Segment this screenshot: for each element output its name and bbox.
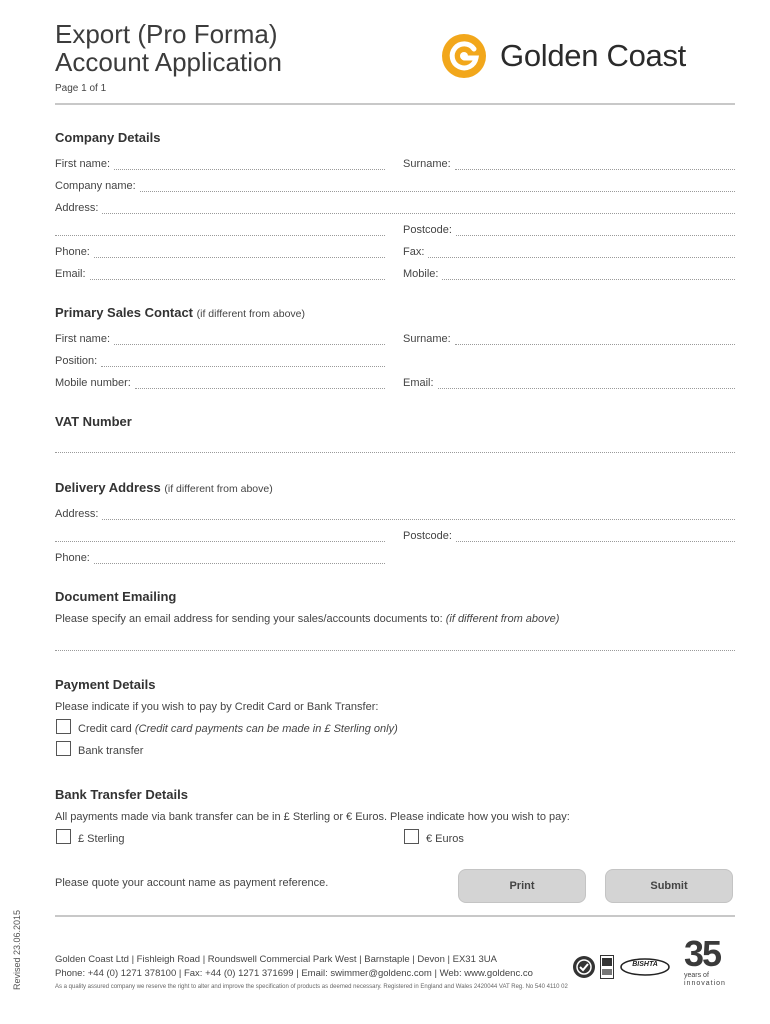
phone-label: Phone: bbox=[55, 246, 90, 258]
company-postcode-field[interactable] bbox=[403, 220, 735, 236]
bishta-text: BISHTA bbox=[632, 961, 658, 968]
position-label: Position: bbox=[55, 355, 98, 367]
payment-details-heading: Payment Details bbox=[55, 677, 156, 692]
print-button[interactable]: Print bbox=[458, 869, 586, 903]
bank-transfer-details-heading: Bank Transfer Details bbox=[55, 787, 188, 802]
delivery-address-heading bbox=[55, 480, 273, 495]
anniversary-years-of: years of bbox=[684, 972, 709, 979]
email-label: Email: bbox=[55, 268, 86, 280]
bank-transfer-checkbox[interactable] bbox=[56, 741, 71, 756]
primary-position-field[interactable] bbox=[55, 351, 385, 367]
first-name-label: First name: bbox=[55, 158, 111, 170]
postcode-label: Postcode: bbox=[403, 224, 452, 236]
company-address-field[interactable] bbox=[55, 198, 735, 214]
company-surname-field[interactable] bbox=[403, 154, 735, 170]
company-name-field[interactable] bbox=[55, 176, 735, 192]
postcode-line[interactable] bbox=[456, 224, 735, 236]
certification-mark-icon bbox=[600, 955, 614, 979]
delivery-heading-note: (if different from above) bbox=[164, 483, 273, 495]
surname-line[interactable] bbox=[455, 158, 735, 170]
company-mobile-field[interactable] bbox=[403, 264, 735, 280]
credit-card-note: (Credit card payments can be made in £ Sterling only) bbox=[134, 723, 398, 735]
company-email-field[interactable] bbox=[55, 264, 385, 280]
vat-number-line[interactable] bbox=[55, 441, 735, 453]
footer-contact: Phone: +44 (0) 1271 378100 | Fax: +44 (0) 1271 371699 | Email: swimmer@goldenc.com | Web: www.goldenc.co bbox=[55, 968, 533, 979]
mobile-number-label: Mobile number: bbox=[55, 377, 131, 389]
sterling-checkbox[interactable] bbox=[56, 829, 71, 844]
primary-email-field[interactable] bbox=[403, 373, 735, 389]
anniversary-innovation: innovation bbox=[684, 980, 726, 987]
primary-heading-text: Primary Sales Contact bbox=[55, 305, 194, 320]
position-line[interactable] bbox=[101, 355, 385, 367]
thirty-five-years-badge bbox=[684, 933, 736, 992]
document-email-field[interactable] bbox=[55, 635, 735, 651]
bank-transfer-instruction: All payments made via bank transfer can be in £ Sterling or € Euros. Please indicate how you wish to pay: bbox=[55, 811, 570, 823]
document-email-line[interactable] bbox=[55, 639, 735, 651]
sterling-label: £ Sterling bbox=[78, 833, 125, 845]
header-divider bbox=[55, 103, 735, 105]
company-first-name-field[interactable] bbox=[55, 154, 385, 170]
primary-first-name-field[interactable] bbox=[55, 329, 385, 345]
title-line-2: Account Application bbox=[55, 47, 282, 77]
anniversary-number: 35 bbox=[684, 933, 721, 974]
postcode-label: Postcode: bbox=[403, 530, 452, 542]
delivery-address-line-2[interactable] bbox=[55, 526, 385, 542]
footer-address: Golden Coast Ltd | Fishleigh Road | Roundswell Commercial Park West | Barnstaple | Devon | EX31 3UA bbox=[55, 954, 497, 965]
first-name-line[interactable] bbox=[114, 158, 385, 170]
company-address-line-2[interactable] bbox=[55, 220, 385, 236]
primary-surname-field[interactable] bbox=[403, 329, 735, 345]
page-number: Page 1 of 1 bbox=[55, 83, 107, 94]
footer-divider bbox=[55, 915, 735, 917]
company-name-line[interactable] bbox=[140, 180, 735, 192]
phone-label: Phone: bbox=[55, 552, 90, 564]
vat-number-heading: VAT Number bbox=[55, 414, 132, 429]
euros-checkbox[interactable] bbox=[404, 829, 419, 844]
euros-label: € Euros bbox=[426, 833, 464, 845]
delivery-heading-text: Delivery Address bbox=[55, 480, 161, 495]
payment-reference-note: Please quote your account name as payment reference. bbox=[55, 877, 329, 889]
bank-transfer-label: Bank transfer bbox=[78, 745, 144, 757]
surname-line[interactable] bbox=[455, 333, 735, 345]
postcode-line[interactable] bbox=[456, 530, 735, 542]
submit-button[interactable]: Submit bbox=[605, 869, 733, 903]
document-emailing-heading: Document Emailing bbox=[55, 589, 177, 604]
fax-label: Fax: bbox=[403, 246, 425, 258]
address-line-2[interactable] bbox=[55, 530, 385, 542]
address-label: Address: bbox=[55, 202, 99, 214]
emailing-note: (if different from above) bbox=[445, 613, 560, 625]
company-details-heading: Company Details bbox=[55, 130, 161, 145]
primary-heading-note: (if different from above) bbox=[196, 308, 305, 320]
emailing-text: Please specify an email address for sending your sales/accounts documents to: bbox=[55, 613, 443, 625]
revised-date: Revised 23.06.2015 bbox=[12, 909, 23, 991]
payment-instruction: Please indicate if you wish to pay by Credit Card or Bank Transfer: bbox=[55, 701, 379, 713]
email-line[interactable] bbox=[438, 377, 735, 389]
email-label: Email: bbox=[403, 377, 434, 389]
golden-coast-g-icon bbox=[440, 32, 488, 80]
vat-number-field[interactable] bbox=[55, 437, 735, 453]
primary-sales-contact-heading bbox=[55, 305, 305, 320]
phone-line[interactable] bbox=[94, 552, 385, 564]
mobile-number-line[interactable] bbox=[135, 377, 385, 389]
mobile-label: Mobile: bbox=[403, 268, 439, 280]
surname-label: Surname: bbox=[403, 333, 451, 345]
fax-line[interactable] bbox=[428, 246, 735, 258]
first-name-label: First name: bbox=[55, 333, 111, 345]
credit-card-checkbox[interactable] bbox=[56, 719, 71, 734]
address-line[interactable] bbox=[102, 508, 735, 520]
delivery-postcode-field[interactable] bbox=[403, 526, 735, 542]
mobile-line[interactable] bbox=[442, 268, 735, 280]
surname-label: Surname: bbox=[403, 158, 451, 170]
delivery-address-field[interactable] bbox=[55, 504, 735, 520]
brand-name: Golden Coast bbox=[500, 38, 686, 73]
company-name-label: Company name: bbox=[55, 180, 136, 192]
company-fax-field[interactable] bbox=[403, 242, 735, 258]
email-line[interactable] bbox=[90, 268, 385, 280]
form-title bbox=[55, 20, 282, 76]
address-label: Address: bbox=[55, 508, 99, 520]
bishta-badge bbox=[620, 958, 670, 976]
document-emailing-instruction bbox=[55, 613, 559, 625]
phone-line[interactable] bbox=[94, 246, 385, 258]
footer-legal: As a quality assured company we reserve the right to alter and improve the specification of products as deemed necessary. Registered in England and Wales 2420044 VAT Reg. No 540 4110 02 bbox=[55, 984, 568, 990]
primary-mobile-field[interactable] bbox=[55, 373, 385, 389]
first-name-line[interactable] bbox=[114, 333, 385, 345]
golden-coast-logo bbox=[440, 32, 686, 80]
address-line-2[interactable] bbox=[55, 224, 385, 236]
delivery-phone-field[interactable] bbox=[55, 548, 385, 564]
address-line[interactable] bbox=[102, 202, 735, 214]
credit-card-label bbox=[78, 723, 398, 735]
title-line-1: Export (Pro Forma) bbox=[55, 19, 278, 49]
company-phone-field[interactable] bbox=[55, 242, 385, 258]
credit-card-text: Credit card bbox=[78, 723, 132, 735]
quality-assured-icon bbox=[572, 955, 596, 979]
